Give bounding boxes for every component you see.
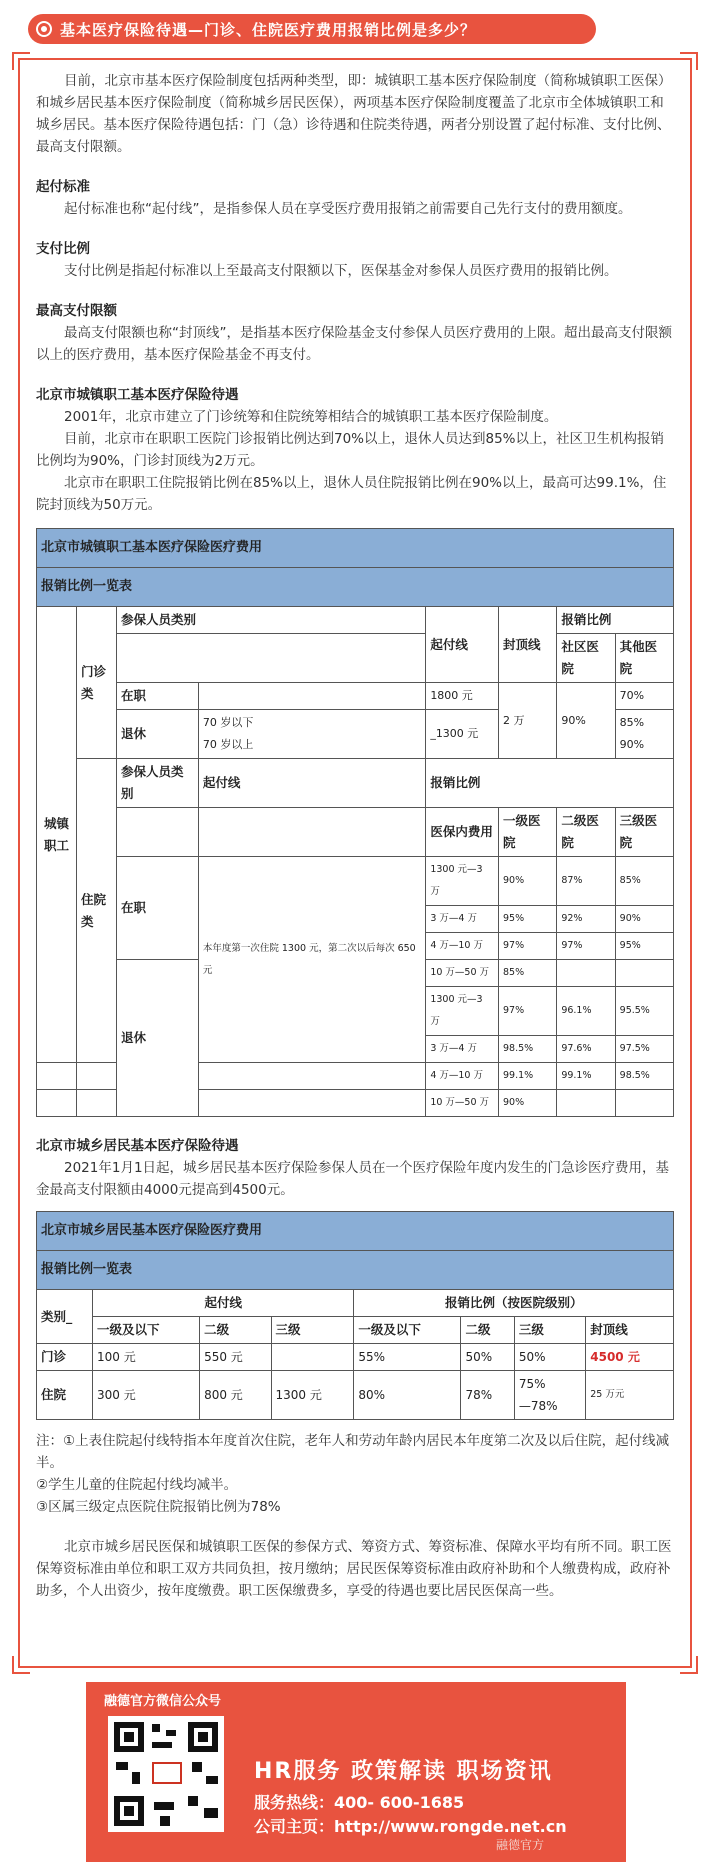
banner-hotline: 服务热线：400- 600-1685 bbox=[254, 1793, 465, 1812]
t1-cell: 97.6% bbox=[557, 1036, 615, 1063]
resident-p1: 2021年1月1日起，城乡居民基本医疗保险参保人员在一个医疗保险年度内发生的门急诊医疗费用，基金最高支付限额由4000元提高到4500元。 bbox=[36, 1160, 670, 1198]
t1-row: 3 万—4 万 bbox=[426, 1036, 499, 1063]
t1-cell: 95% bbox=[499, 906, 557, 933]
notes bbox=[36, 1430, 676, 1518]
t2-cell: 300 元 bbox=[93, 1371, 200, 1420]
t1-in-cost: 医保内费用 bbox=[426, 808, 499, 857]
worker-p2: 目前，北京市在职职工医院门诊报销比例达到70%以上，退休人员达到85%以上，社区卫生机构报销比例均为90%，门诊封顶线为2万元。 bbox=[36, 431, 665, 469]
watermark: 融德官方 bbox=[496, 1838, 545, 1852]
t1-employed2: 在职 bbox=[117, 857, 199, 960]
t1-cell: 90% bbox=[615, 906, 673, 933]
t1-insured-type2: 参保人员类别 bbox=[117, 759, 199, 808]
worker-reimbursement-table bbox=[36, 528, 674, 1117]
t1-cell: 97% bbox=[499, 933, 557, 960]
t1-oth-o70: 90% bbox=[619, 738, 645, 751]
t1-row: 3 万—4 万 bbox=[426, 906, 499, 933]
t1-oth-u70: 85% bbox=[619, 716, 645, 729]
t1-oth-emp: 70% bbox=[615, 683, 673, 710]
table1-inpatient: 住院类 bbox=[77, 759, 117, 1063]
deductible-text: 起付标准也称“起付线”，是指参保人员在享受医疗费用报销之前需要自己先行支付的费用额度。 bbox=[64, 201, 632, 217]
t1-lv2: 二级医院 bbox=[557, 808, 615, 857]
t1-cell: 90% bbox=[499, 1090, 557, 1117]
t2-cell: 55% bbox=[354, 1344, 461, 1371]
t1-comm-val: 90% bbox=[557, 683, 615, 759]
t1-row: 1300 元—3 万 bbox=[426, 987, 499, 1036]
t2-lv2: 二级 bbox=[200, 1317, 271, 1344]
table1-caption2: 报销比例一览表 bbox=[37, 568, 674, 607]
t2-outpatient: 门诊 bbox=[37, 1344, 93, 1371]
t2-inpatient-cap: 25 万元 bbox=[586, 1371, 674, 1420]
t2-cell: 50% bbox=[514, 1344, 585, 1371]
t1-deductible2: 起付线 bbox=[198, 759, 425, 808]
t1-lv3: 三级医院 bbox=[615, 808, 673, 857]
t1-cell: 98.5% bbox=[615, 1063, 673, 1090]
t1-under70: 70 岁以下 bbox=[202, 716, 254, 729]
worker-p3: 北京市在职职工住院报销比例在85%以上，退休人员住院报销比例在90%以上，最高可达99.1%，住院封顶线为50万元。 bbox=[36, 475, 667, 513]
t2-rlv3: 三级 bbox=[514, 1317, 585, 1344]
table2-caption2: 报销比例一览表 bbox=[37, 1251, 674, 1290]
t1-over70: 70 岁以上 bbox=[202, 738, 254, 751]
t1-row: 10 万—50 万 bbox=[426, 1090, 499, 1117]
t1-insured-type: 参保人员类别 bbox=[117, 607, 426, 634]
t1-cell: 95.5% bbox=[615, 987, 673, 1036]
t2-ratio: 报销比例（按医院级别） bbox=[354, 1290, 674, 1317]
ratio-text: 支付比例是指起付标准以上至最高支付限额以下，医保基金对参保人员医疗费用的报销比例。 bbox=[64, 263, 618, 279]
t2-lv3: 三级 bbox=[271, 1317, 354, 1344]
t1-cap-val: 2 万 bbox=[499, 683, 557, 759]
t1-row: 4 万—10 万 bbox=[426, 1063, 499, 1090]
note-1: 注：①上表住院起付线特指本年度首次住院，老年人和劳动年龄内居民本年度第二次及以后住院，起付线减半。 bbox=[36, 1433, 670, 1471]
qr-code-icon[interactable] bbox=[108, 1716, 224, 1832]
t2-type: 类别_ bbox=[37, 1290, 93, 1344]
section-header bbox=[28, 14, 596, 44]
banner-website[interactable]: 公司主页：http://www.rongde.net.cn bbox=[254, 1817, 567, 1836]
worker-heading: 北京市城镇职工基本医疗保险待遇 bbox=[36, 387, 239, 403]
company-banner bbox=[86, 1682, 626, 1862]
t1-cell: 92% bbox=[557, 906, 615, 933]
intro-paragraph: 目前，北京市基本医疗保险制度包括两种类型，即：城镇职工基本医疗保险制度（简称城镇职工医保）和城乡居民基本医疗保险制度（简称城乡居民医保），两项基本医疗保险制度覆盖了北京市全体城镇职工和城乡居民。基本医疗保险待遇包括：门（急）诊待遇和住院类待遇，两者分别设置了起付标准、支付比例、最高支付限额。 bbox=[36, 73, 672, 155]
t2-rlv2: 二级 bbox=[461, 1317, 514, 1344]
t1-cap: 封顶线 bbox=[499, 607, 557, 683]
cap-text: 最高支付限额也称“封顶线”，是指基本医疗保险基金支付参保人员医疗费用的上限。超出最高支付限额以上的医疗费用，基本医疗保险基金不再支付。 bbox=[36, 325, 672, 363]
t1-cell: 95% bbox=[615, 933, 673, 960]
t2-cell: 550 元 bbox=[200, 1344, 271, 1371]
t1-retired2: 退休 bbox=[117, 960, 199, 1117]
ratio-heading: 支付比例 bbox=[36, 241, 90, 257]
t2-lv1: 一级及以下 bbox=[93, 1317, 200, 1344]
resident-heading: 北京市城乡居民基本医疗保险待遇 bbox=[36, 1138, 239, 1154]
article-body bbox=[36, 70, 676, 1602]
table2-caption1: 北京市城乡居民基本医疗保险医疗费用 bbox=[37, 1212, 674, 1251]
t1-cell: 96.1% bbox=[557, 987, 615, 1036]
table1-caption1: 北京市城镇职工基本医疗保险医疗费用 bbox=[37, 529, 674, 568]
deductible-heading: 起付标准 bbox=[36, 179, 90, 195]
closing-paragraph: 北京市城乡居民医保和城镇职工医保的参保方式、筹资方式、筹资标准、保障水平均有所不同。职工医保筹资标准由单位和职工双方共同负担，按月缴纳；居民医保筹资标准由政府补助和个人缴费构成，政府补助多，个人出资少，按年度缴费。职工医保缴费多，享受的待遇也要比居民医保高一些。 bbox=[36, 1539, 672, 1599]
t2-cell: 78% bbox=[461, 1371, 514, 1420]
resident-reimbursement-table bbox=[36, 1211, 674, 1420]
t1-cell: 87% bbox=[557, 857, 615, 906]
t1-other: 其他医院 bbox=[615, 634, 673, 683]
t1-ratio2: 报销比例 bbox=[426, 759, 674, 808]
note-2: ②学生儿童的住院起付线均减半。 bbox=[36, 1477, 238, 1493]
bullet-icon bbox=[38, 23, 50, 35]
t1-ret-ded: _1300 元 bbox=[426, 710, 499, 759]
t1-retired: 退休 bbox=[117, 710, 199, 759]
t1-ratio: 报销比例 bbox=[557, 607, 674, 634]
t2-rlv1: 一级及以下 bbox=[354, 1317, 461, 1344]
t1-community: 社区医院 bbox=[557, 634, 615, 683]
t2-cap: 封顶线 bbox=[586, 1317, 674, 1344]
t1-in-ded: 本年度第一次住院 1300 元，第二次以后每次 650 元 bbox=[198, 857, 425, 1063]
t1-cell: 97.5% bbox=[615, 1036, 673, 1063]
note-3: ③区属三级定点医院住院报销比例为78% bbox=[36, 1499, 281, 1515]
t1-cell: 99.1% bbox=[557, 1063, 615, 1090]
t2-inpatient: 住院 bbox=[37, 1371, 93, 1420]
t1-cell: 97% bbox=[557, 933, 615, 960]
t2-cell: 800 元 bbox=[200, 1371, 271, 1420]
t2-outpatient-cap: 4500 元 bbox=[586, 1344, 674, 1371]
t1-row: 4 万—10 万 bbox=[426, 933, 499, 960]
t1-cell: 99.1% bbox=[499, 1063, 557, 1090]
table1-outpatient: 门诊类 bbox=[77, 607, 117, 759]
wechat-label: 融德官方微信公众号 bbox=[104, 1694, 222, 1709]
t1-cell: 90% bbox=[499, 857, 557, 906]
t2-cell: 80% bbox=[354, 1371, 461, 1420]
t1-emp-ded: 1800 元 bbox=[426, 683, 499, 710]
section-title: 基本医疗保险待遇—门诊、住院医疗费用报销比例是多少？ bbox=[60, 20, 477, 39]
t2-cell: 75% —78% bbox=[514, 1371, 585, 1420]
cap-heading: 最高支付限额 bbox=[36, 303, 117, 319]
banner-slogan: HR服务 政策解读 职场资讯 bbox=[254, 1759, 553, 1784]
t2-cell bbox=[271, 1344, 354, 1371]
table1-group: 城镇职工 bbox=[37, 607, 77, 1063]
t1-row: 1300 元—3 万 bbox=[426, 857, 499, 906]
t2-deductible: 起付线 bbox=[93, 1290, 354, 1317]
t2-cell: 1300 元 bbox=[271, 1371, 354, 1420]
worker-p1: 2001年，北京市建立了门诊统筹和住院统筹相结合的城镇职工基本医疗保险制度。 bbox=[64, 409, 558, 425]
t1-row: 10 万—50 万 bbox=[426, 960, 499, 987]
t2-cell: 50% bbox=[461, 1344, 514, 1371]
t2-cell: 100 元 bbox=[93, 1344, 200, 1371]
t1-cell: 98.5% bbox=[499, 1036, 557, 1063]
t1-deductible: 起付线 bbox=[426, 607, 499, 683]
t1-employed: 在职 bbox=[117, 683, 199, 710]
company-logo-icon bbox=[152, 1762, 182, 1784]
t1-cell: 85% bbox=[499, 960, 557, 987]
t1-cell: 85% bbox=[615, 857, 673, 906]
t1-lv1: 一级医院 bbox=[499, 808, 557, 857]
t1-cell: 97% bbox=[499, 987, 557, 1036]
